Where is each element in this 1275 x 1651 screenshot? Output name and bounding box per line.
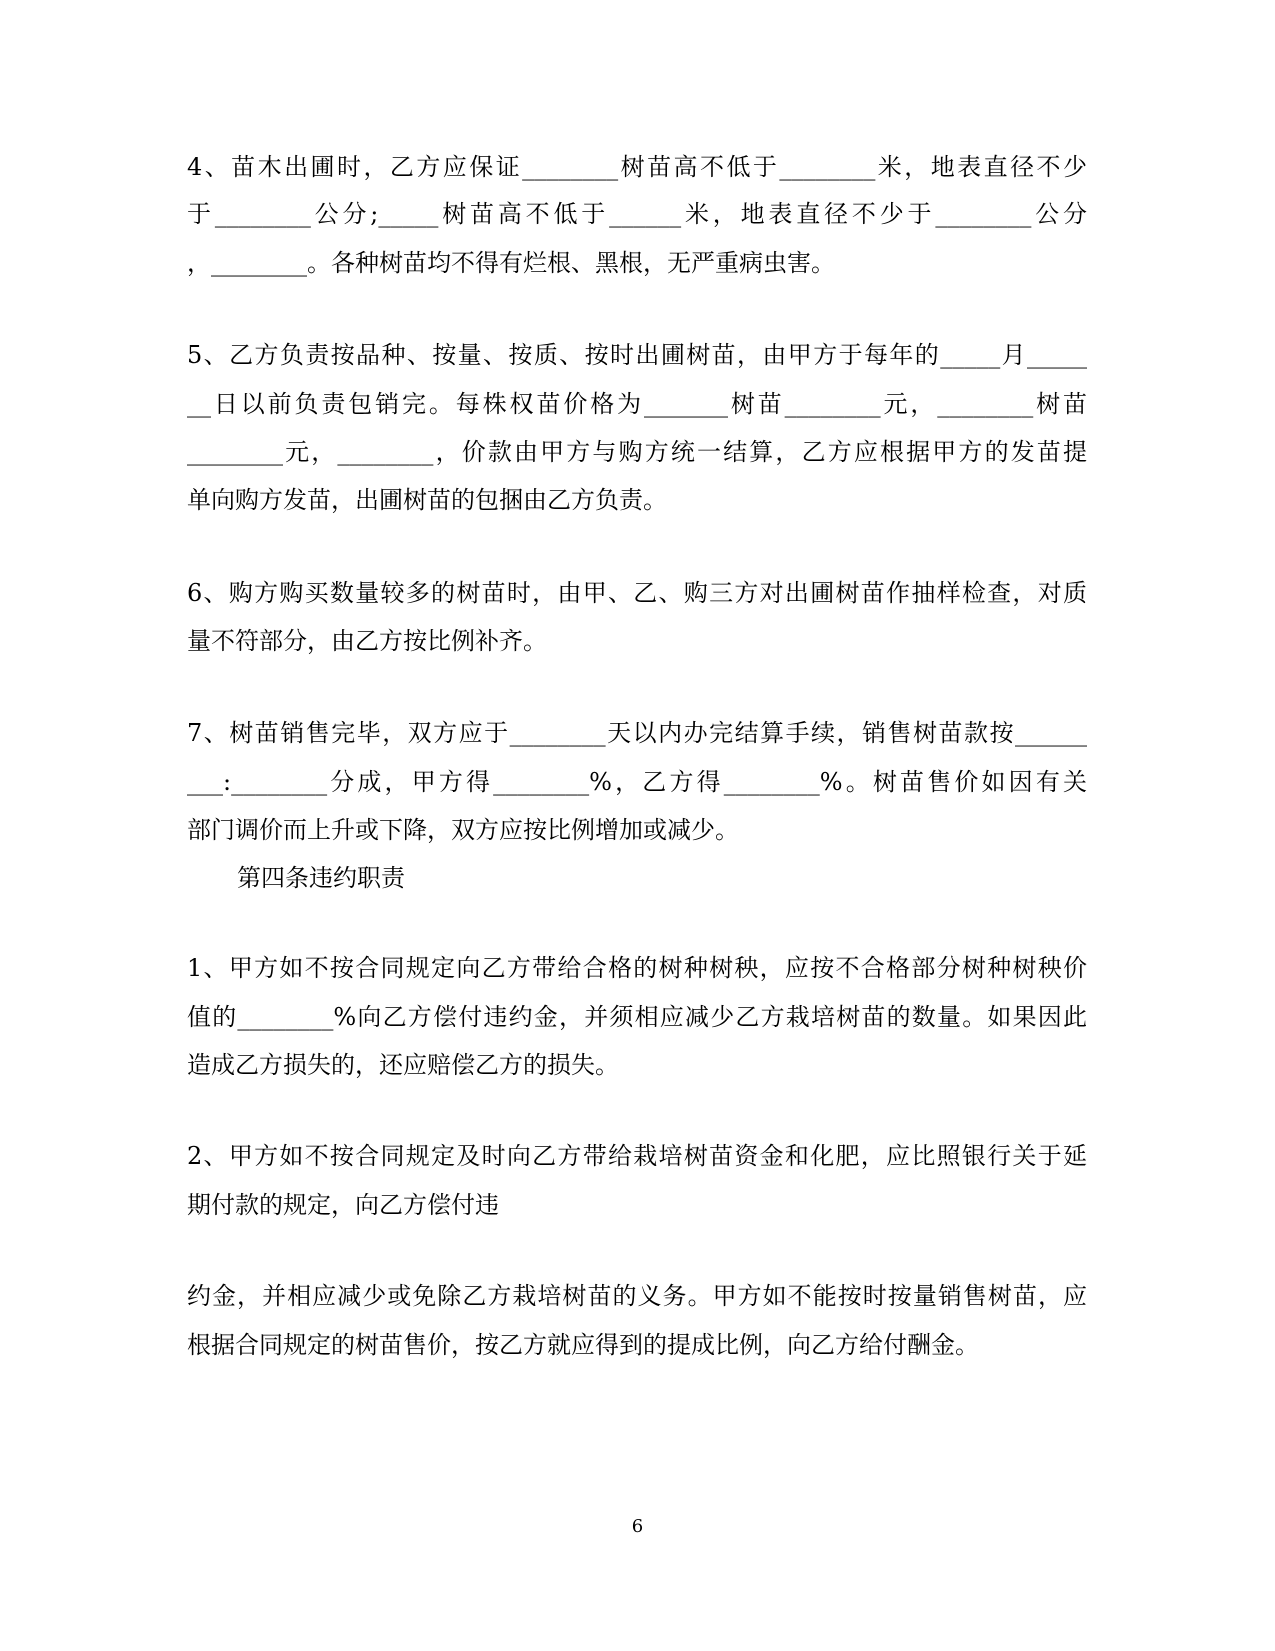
breach-2-line-1: 2、甲方如不按合同规定及时向乙方带给栽培树苗资金和化肥，应比照银行关于延 <box>187 1142 1087 1170</box>
breach-2-cont-line-1: 约金，并相应减少或免除乙方栽培树苗的义务。甲方如不能按时按量销售树苗，应 <box>187 1282 1087 1310</box>
clause-6-line-2: 量不符部分，由乙方按比例补齐。 <box>187 627 547 655</box>
clause-6-line-1: 6、购方购买数量较多的树苗时，由甲、乙、购三方对出圃树苗作抽样检查，对质 <box>187 579 1087 607</box>
clause-5-line-3: ________元，________，价款由甲方与购方统一结算，乙方应根据甲方的发苗提 <box>187 438 1087 466</box>
breach-1-line-2: 值的________%向乙方偿付违约金，并须相应减少乙方栽培树苗的数量。如果因此 <box>187 1003 1087 1031</box>
breach-1-line-3: 造成乙方损失的，还应赔偿乙方的损失。 <box>187 1051 619 1079</box>
clause-4-line-3: ，________。各种树苗均不得有烂根、黑根，无严重病虫害。 <box>187 249 835 277</box>
breach-1-line-1: 1、甲方如不按合同规定向乙方带给合格的树种树秧，应按不合格部分树种树秧价 <box>187 954 1087 982</box>
clause-4-line-1: 4、苗木出圃时，乙方应保证________树苗高不低于________米，地表直径不少 <box>187 153 1087 181</box>
clause-7-line-1: 7、树苗销售完毕，双方应于________天以内办完结算手续，销售树苗款按______ <box>187 719 1087 747</box>
clause-5-line-4: 单向购方发苗，出圃树苗的包捆由乙方负责。 <box>187 486 667 514</box>
clause-7-line-2: ___:________分成，甲方得________%，乙方得________%。树苗售价如因有关 <box>187 768 1087 796</box>
clause-5-line-1: 5、乙方负责按品种、按量、按质、按时出圃树苗，由甲方于每年的_____月_____ <box>187 341 1087 369</box>
clause-4-line-2: 于________公分;_____树苗高不低于______米，地表直径不少于________公分 <box>187 200 1087 228</box>
article-4-heading: 第四条违约职责 <box>237 864 405 892</box>
clause-7-line-3: 部门调价而上升或下降，双方应按比例增加或减少。 <box>187 816 739 844</box>
clause-5-line-2: __日以前负责包销完。每株权苗价格为_______树苗________元，________树苗 <box>187 390 1087 418</box>
breach-2-cont-line-2: 根据合同规定的树苗售价，按乙方就应得到的提成比例，向乙方给付酬金。 <box>187 1331 979 1359</box>
page-number: 6 <box>631 1516 644 1537</box>
breach-2-line-2: 期付款的规定，向乙方偿付违 <box>187 1191 499 1219</box>
